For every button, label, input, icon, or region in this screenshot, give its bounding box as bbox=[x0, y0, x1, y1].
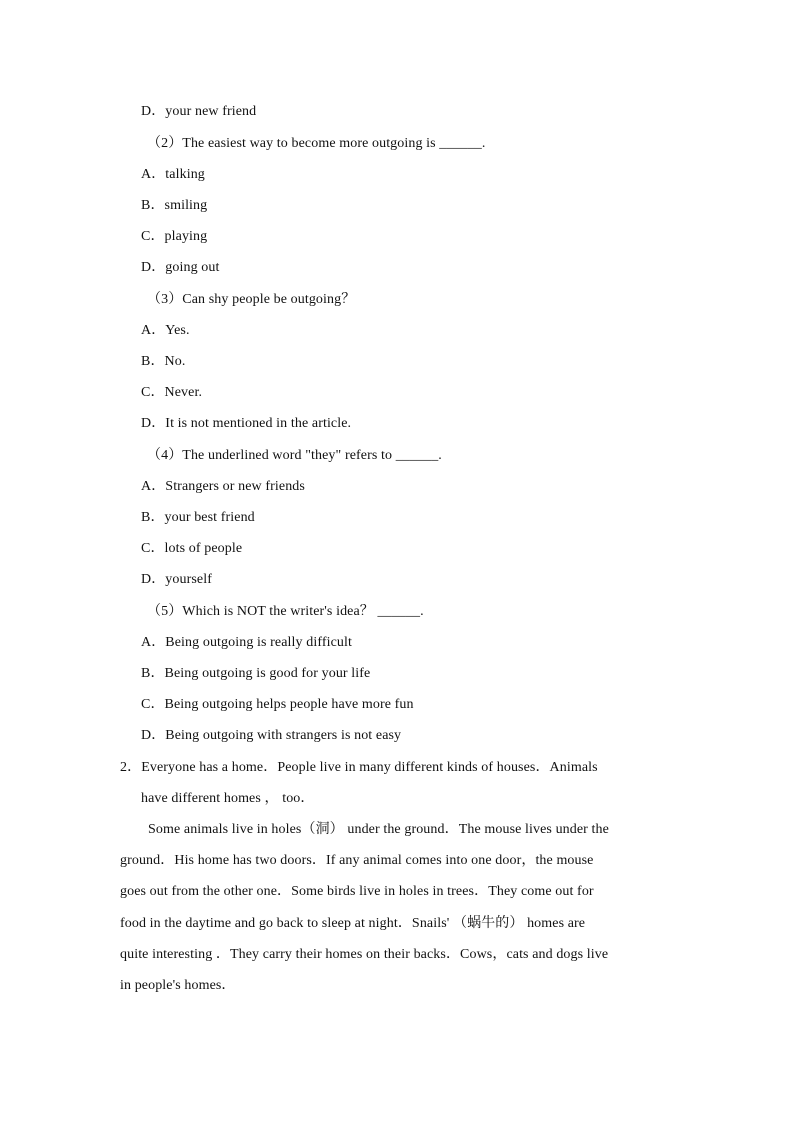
q5-option-b: B．Being outgoing is good for your life bbox=[141, 666, 371, 681]
q5-option-a: A．Being outgoing is really difficult bbox=[141, 635, 352, 650]
passage2-line-1: 2．Everyone has a home．People live in many different kinds of houses．Animals bbox=[120, 760, 598, 775]
q2-stem: （2）The easiest way to become more outgoing is ______. bbox=[147, 136, 486, 151]
passage2-line-8: in people's homes． bbox=[120, 978, 236, 993]
q2-option-b: B．smiling bbox=[141, 198, 208, 213]
passage2-line-3: Some animals live in holes（洞） under the ground．The mouse lives under the bbox=[148, 822, 609, 837]
q5-option-c: C．Being outgoing helps people have more fun bbox=[141, 697, 414, 712]
q3-stem: （3）Can shy people be outgoing？ bbox=[147, 292, 356, 307]
q2-option-d: D．going out bbox=[141, 260, 220, 275]
passage2-line-4: ground．His home has two doors．If any animal comes into one door，the mouse bbox=[120, 853, 594, 868]
passage2-line-6: food in the daytime and go back to sleep at night．Snails' （蜗牛的） homes are bbox=[120, 916, 586, 931]
q2-option-c: C．playing bbox=[141, 229, 208, 244]
q3-option-a: A．Yes. bbox=[141, 323, 190, 338]
q4-stem: （4）The underlined word "they" refers to ______. bbox=[147, 448, 442, 463]
q2-option-a: A．talking bbox=[141, 167, 205, 182]
q4-option-d: D．yourself bbox=[141, 572, 212, 587]
q5-option-d: D．Being outgoing with strangers is not easy bbox=[141, 728, 402, 743]
q3-option-d: D．It is not mentioned in the article. bbox=[141, 416, 352, 431]
q1-option-d: D．your new friend bbox=[141, 104, 257, 119]
passage2-line-2: have different homes ， too． bbox=[141, 791, 315, 806]
q4-option-b: B．your best friend bbox=[141, 510, 255, 525]
passage2-line-7: quite interesting ．They carry their homes on their backs．Cows，cats and dogs live bbox=[120, 947, 609, 962]
passage2-line-5: goes out from the other one．Some birds live in holes in trees．They come out for bbox=[120, 884, 594, 899]
q5-stem: （5）Which is NOT the writer's idea？ ______. bbox=[147, 604, 424, 619]
q3-option-b: B．No. bbox=[141, 354, 186, 369]
q3-option-c: C．Never. bbox=[141, 385, 203, 400]
q4-option-a: A．Strangers or new friends bbox=[141, 479, 305, 494]
q4-option-c: C．lots of people bbox=[141, 541, 243, 556]
